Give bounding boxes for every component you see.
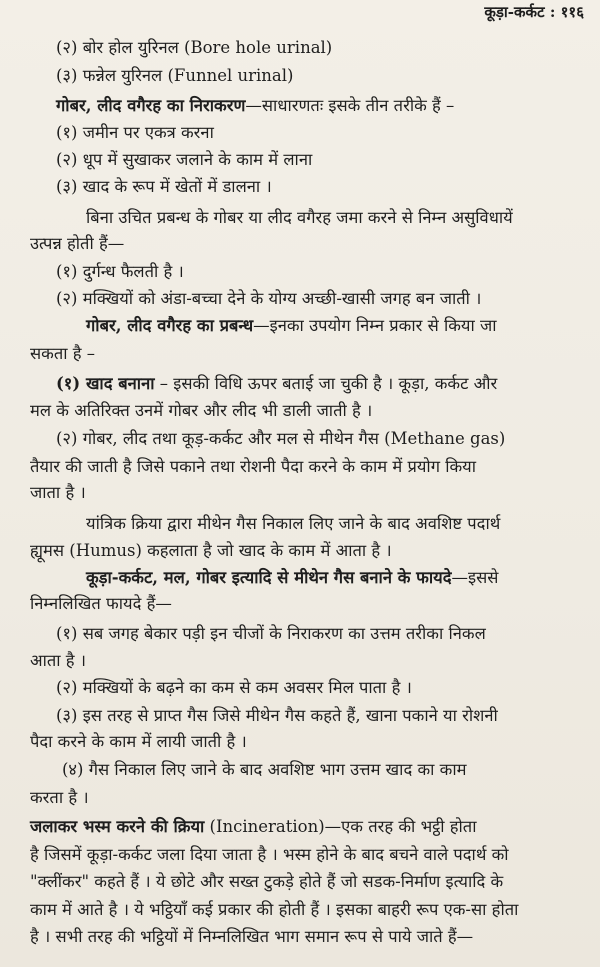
text-line [56, 704, 498, 728]
text-line [86, 512, 500, 536]
text-line [30, 786, 89, 810]
text-line [86, 314, 497, 338]
line-text: ह्यूमस (Humus) कहलाता है जो खाद के काम में आता है । [30, 541, 392, 560]
line-text: बिना उचित प्रबन्ध के गोबर या लीद वगैरह जमा करने से निम्न असुविधायें [86, 208, 513, 227]
line-text: उत्पन्न होती हैं— [30, 234, 125, 253]
line-text: काम में आते है । ये भट्ठियाँ कई प्रकार की होती हैं । इसका बाहरी रूप एक-सा होता [30, 900, 519, 919]
line-text: है । सभी तरह की भट्ठियों में निम्नलिखित भाग समान रूप से पाये जाते हैं— [30, 927, 474, 946]
line-text: —इससे [451, 568, 499, 587]
text-line [56, 121, 214, 145]
line-text: – इसकी विधि ऊपर बताई जा चुकी है । कूड़ा, कर्कट और [154, 374, 498, 393]
text-line [30, 481, 86, 505]
text-line [86, 206, 513, 230]
text-line [86, 566, 498, 590]
text-line [30, 649, 86, 673]
line-text: (२) बोर होल युरिनल (Bore hole urinal) [56, 38, 333, 57]
line-text: यांत्रिक क्रिया द्वारा मीथेन गैस निकाल लिए जाने के बाद अवशिष्ट पदार्थ [86, 514, 501, 533]
line-text: मल के अतिरिक्त उनमें गोबर और लीद भी डाली जाती है । [30, 401, 373, 420]
text-line [56, 622, 486, 646]
text-line [30, 815, 476, 839]
text-line [56, 372, 497, 396]
text-line [56, 260, 184, 284]
line-text: (३) इस तरह से प्राप्त गैस जिसे मीथेन गैस कहते हैं, खाना पकाने या रोशनी [56, 706, 498, 725]
text-line [30, 455, 476, 479]
bold-heading: गोबर, लीद वगैरह का प्रबन्ध [86, 316, 254, 335]
text-line [56, 676, 412, 700]
bold-heading: (१) खाद बनाना [56, 374, 155, 393]
text-line [56, 94, 454, 118]
text-line [62, 758, 466, 782]
text-line [30, 730, 247, 754]
line-text: (२) मक्खियों को अंडा-बच्चा देने के योग्य अच्छी-खासी जगह बन जाती । [56, 289, 482, 308]
line-text: सकता है – [30, 344, 96, 363]
line-text: (१) दुर्गन्ध फैलती है । [56, 262, 184, 281]
line-text: (२) धूप में सुखाकर जलाने के काम में लाना [56, 150, 313, 169]
line-text: (Incineration)—एक तरह की भट्ठी होता [204, 817, 477, 836]
line-text: (३) फन्नेल युरिनल (Funnel urinal) [56, 66, 294, 85]
text-line [56, 287, 481, 311]
line-text: (४) गैस निकाल लिए जाने के बाद अवशिष्ट भाग उत्तम खाद का काम [62, 760, 467, 779]
text-line [30, 399, 372, 423]
text-line [30, 592, 172, 616]
text-line [30, 843, 509, 867]
text-line [30, 342, 95, 366]
line-text: "क्लींकर" कहते हैं । ये छोटे और सख्त टुकड़े होते हैं जो सडक-निर्माण इत्यादि के [30, 872, 504, 891]
line-text: (२) गोबर, लीद तथा कूड़-कर्कट और मल से मीथेन गैस (Methane gas) [56, 429, 506, 448]
line-text: आता है । [30, 651, 87, 670]
line-text: —साधारणतः इसके तीन तरीके हैं – [245, 96, 455, 115]
text-line [30, 870, 503, 894]
line-text: जाता है । [30, 483, 86, 502]
line-text: करता है । [30, 788, 89, 807]
bold-heading: गोबर, लीद वगैरह का निराकरण [56, 96, 246, 115]
line-text: है जिसमें कूड़ा-कर्कट जला दिया जाता है । भस्म होने के बाद बचने वाले पदार्थ को [30, 845, 509, 864]
line-text: (१) जमीन पर एकत्र करना [56, 123, 214, 142]
line-text: (३) खाद के रूप में खेतों में डालना । [56, 177, 272, 196]
text-line [56, 427, 505, 451]
line-text: (२) मक्खियों के बढ़ने का कम से कम अवसर मिल पाता है । [56, 678, 412, 697]
text-line [30, 898, 518, 922]
line-text: —इनका उपयोग निम्न प्रकार से किया जा [253, 316, 497, 335]
text-line [30, 925, 473, 949]
text-line [30, 539, 392, 563]
text-line [56, 148, 312, 172]
running-header: कूड़ा-कर्कट : ११६ [484, 3, 584, 21]
bold-heading: जलाकर भस्म करने की क्रिया [30, 817, 205, 836]
text-line [56, 64, 293, 88]
text-line [56, 175, 272, 199]
text-line [30, 232, 124, 256]
text-line [56, 36, 332, 60]
line-text: निम्नलिखित फायदे हैं— [30, 594, 172, 613]
line-text: (१) सब जगह बेकार पड़ी इन चीजों के निराकरण का उत्तम तरीका निकल [56, 624, 486, 643]
line-text: पैदा करने के काम में लायी जाती है । [30, 732, 247, 751]
line-text: तैयार की जाती है जिसे पकाने तथा रोशनी पैदा करने के काम में प्रयोग किया [30, 457, 477, 476]
bold-heading: कूड़ा-कर्कट, मल, गोबर इत्यादि से मीथेन गैस बनाने के फायदे [86, 568, 452, 587]
